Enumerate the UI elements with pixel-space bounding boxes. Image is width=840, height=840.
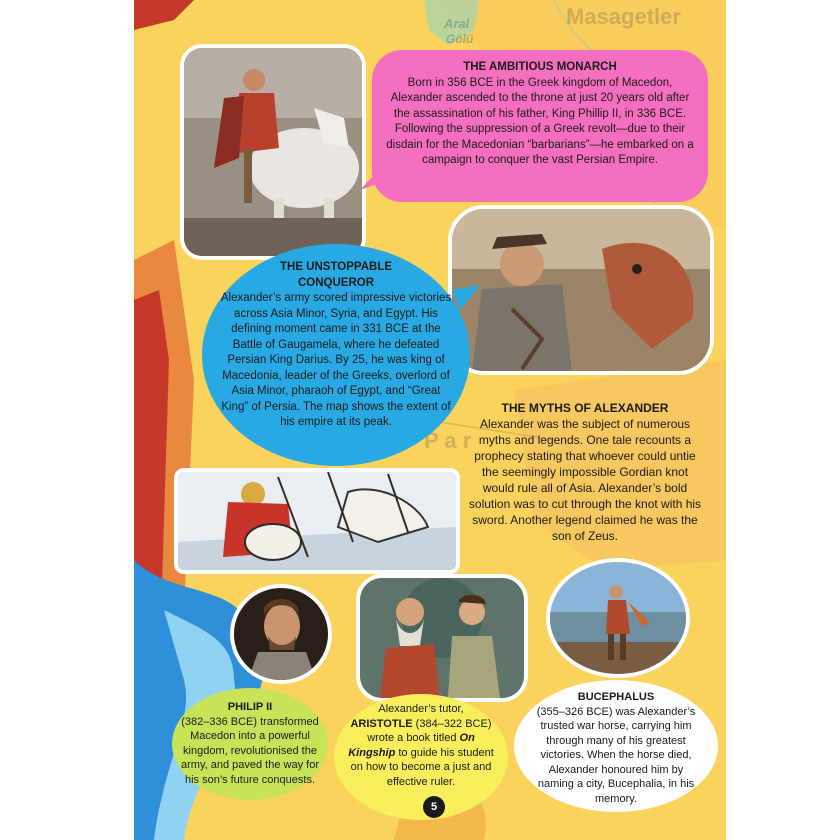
aristotle-dates: (384–322 BCE) wrote a book titled: [367, 717, 492, 744]
map-label-par: P a r: [424, 428, 472, 453]
unstoppable-conqueror-title-line1: THE UNSTOPPABLE: [279, 261, 393, 273]
monarch-bubble-tail: [360, 160, 390, 200]
bucephalus-image: [546, 558, 690, 678]
myths-of-alexander-bubble: [460, 386, 710, 566]
aristotle-book-title: On Kingship: [348, 732, 475, 759]
battle-illustration: [178, 472, 456, 570]
myths-of-alexander-text: Alexander was the subject of numerous myths and legends. One tale recounts a prophecy stating that whoever could untie the seemingly impossible Gordian knot would rule all of Asia. Alexander’s bold solution was to cut through the knot with his sword. Another legend claimed he was the son of Zeus.: [468, 417, 702, 543]
horse-rider-illustration: [184, 48, 362, 256]
alexander-mosaic-image: [448, 205, 714, 375]
bucephalus-text: (355–326 BCE) was Alexander’s trusted war horse, carrying him through many of his greatest victories. When the horse died, Alexander honoured him by naming a city, Bucephalia, in his memory.: [536, 705, 696, 805]
aristotle-bubble: [334, 694, 508, 820]
philip-ii-text: (382–336 BCE) transformed Macedon into a powerful kingdom, revolutionised the army, and paved the way for his son’s future conquests.: [181, 715, 319, 786]
map-label-masagetler: Masagetler: [566, 4, 681, 29]
philip-portrait-illustration: [234, 588, 328, 680]
unstoppable-conqueror-text: Alexander’s army scored impressive victories across Asia Minor, Syria, and Egypt. His defining moment came in 331 BCE at the Battle of Gaugamela, where he defeated Persian King Darius. By 25, he was king of Macedonia, leader of the Greeks, overlord of Asia Minor, pharaoh of Egypt, and “Great King” of Persia. The map shows the extent of his empire at its peak.: [220, 292, 452, 428]
bucephalus-illustration: [550, 562, 686, 674]
bucephalus-title: BUCEPHALUS: [577, 691, 655, 703]
aristotle-intro: Alexander’s tutor,: [378, 703, 464, 715]
alexander-on-horse-image: [180, 44, 366, 260]
ambitious-monarch-text: Born in 356 BCE in the Greek kingdom of Macedon, Alexander ascended to the throne at just 20 years old after the assassination of his father, King Phillip II, in 336 BCE. Following the suppression of a Greek revolt—due to their disdain for the Macedonian “barbarians”—he embarked on a campaign to conquer the vast Persian Empire.: [386, 76, 694, 166]
unstoppable-conqueror-title-line2: CONQUEROR: [297, 276, 375, 289]
conqueror-bubble-tail: [452, 285, 482, 315]
myths-of-alexander-title: THE MYTHS OF ALEXANDER: [501, 401, 669, 415]
aristotle-illustration: [360, 578, 524, 698]
battle-comic-image: [174, 468, 460, 574]
map-label-aral: Aral: [444, 16, 470, 31]
book-page: [134, 0, 726, 840]
map-label-golu: Gölü: [446, 32, 474, 46]
philip-ii-bubble: [172, 688, 328, 800]
ambitious-monarch-bubble: [372, 50, 708, 202]
philip-ii-portrait: [230, 584, 332, 684]
aristotle-tutoring-image: [356, 574, 528, 702]
philip-ii-title: PHILIP II: [227, 701, 273, 713]
page-number: 5: [423, 796, 445, 818]
aristotle-name: ARISTOTLE: [350, 717, 413, 730]
ambitious-monarch-title: THE AMBITIOUS MONARCH: [463, 61, 617, 73]
mosaic-illustration: [452, 209, 710, 371]
unstoppable-conqueror-bubble: [202, 244, 470, 466]
aristotle-text: to guide his student on how to become a just and effective ruler.: [350, 746, 494, 788]
bucephalus-bubble: [514, 680, 718, 812]
